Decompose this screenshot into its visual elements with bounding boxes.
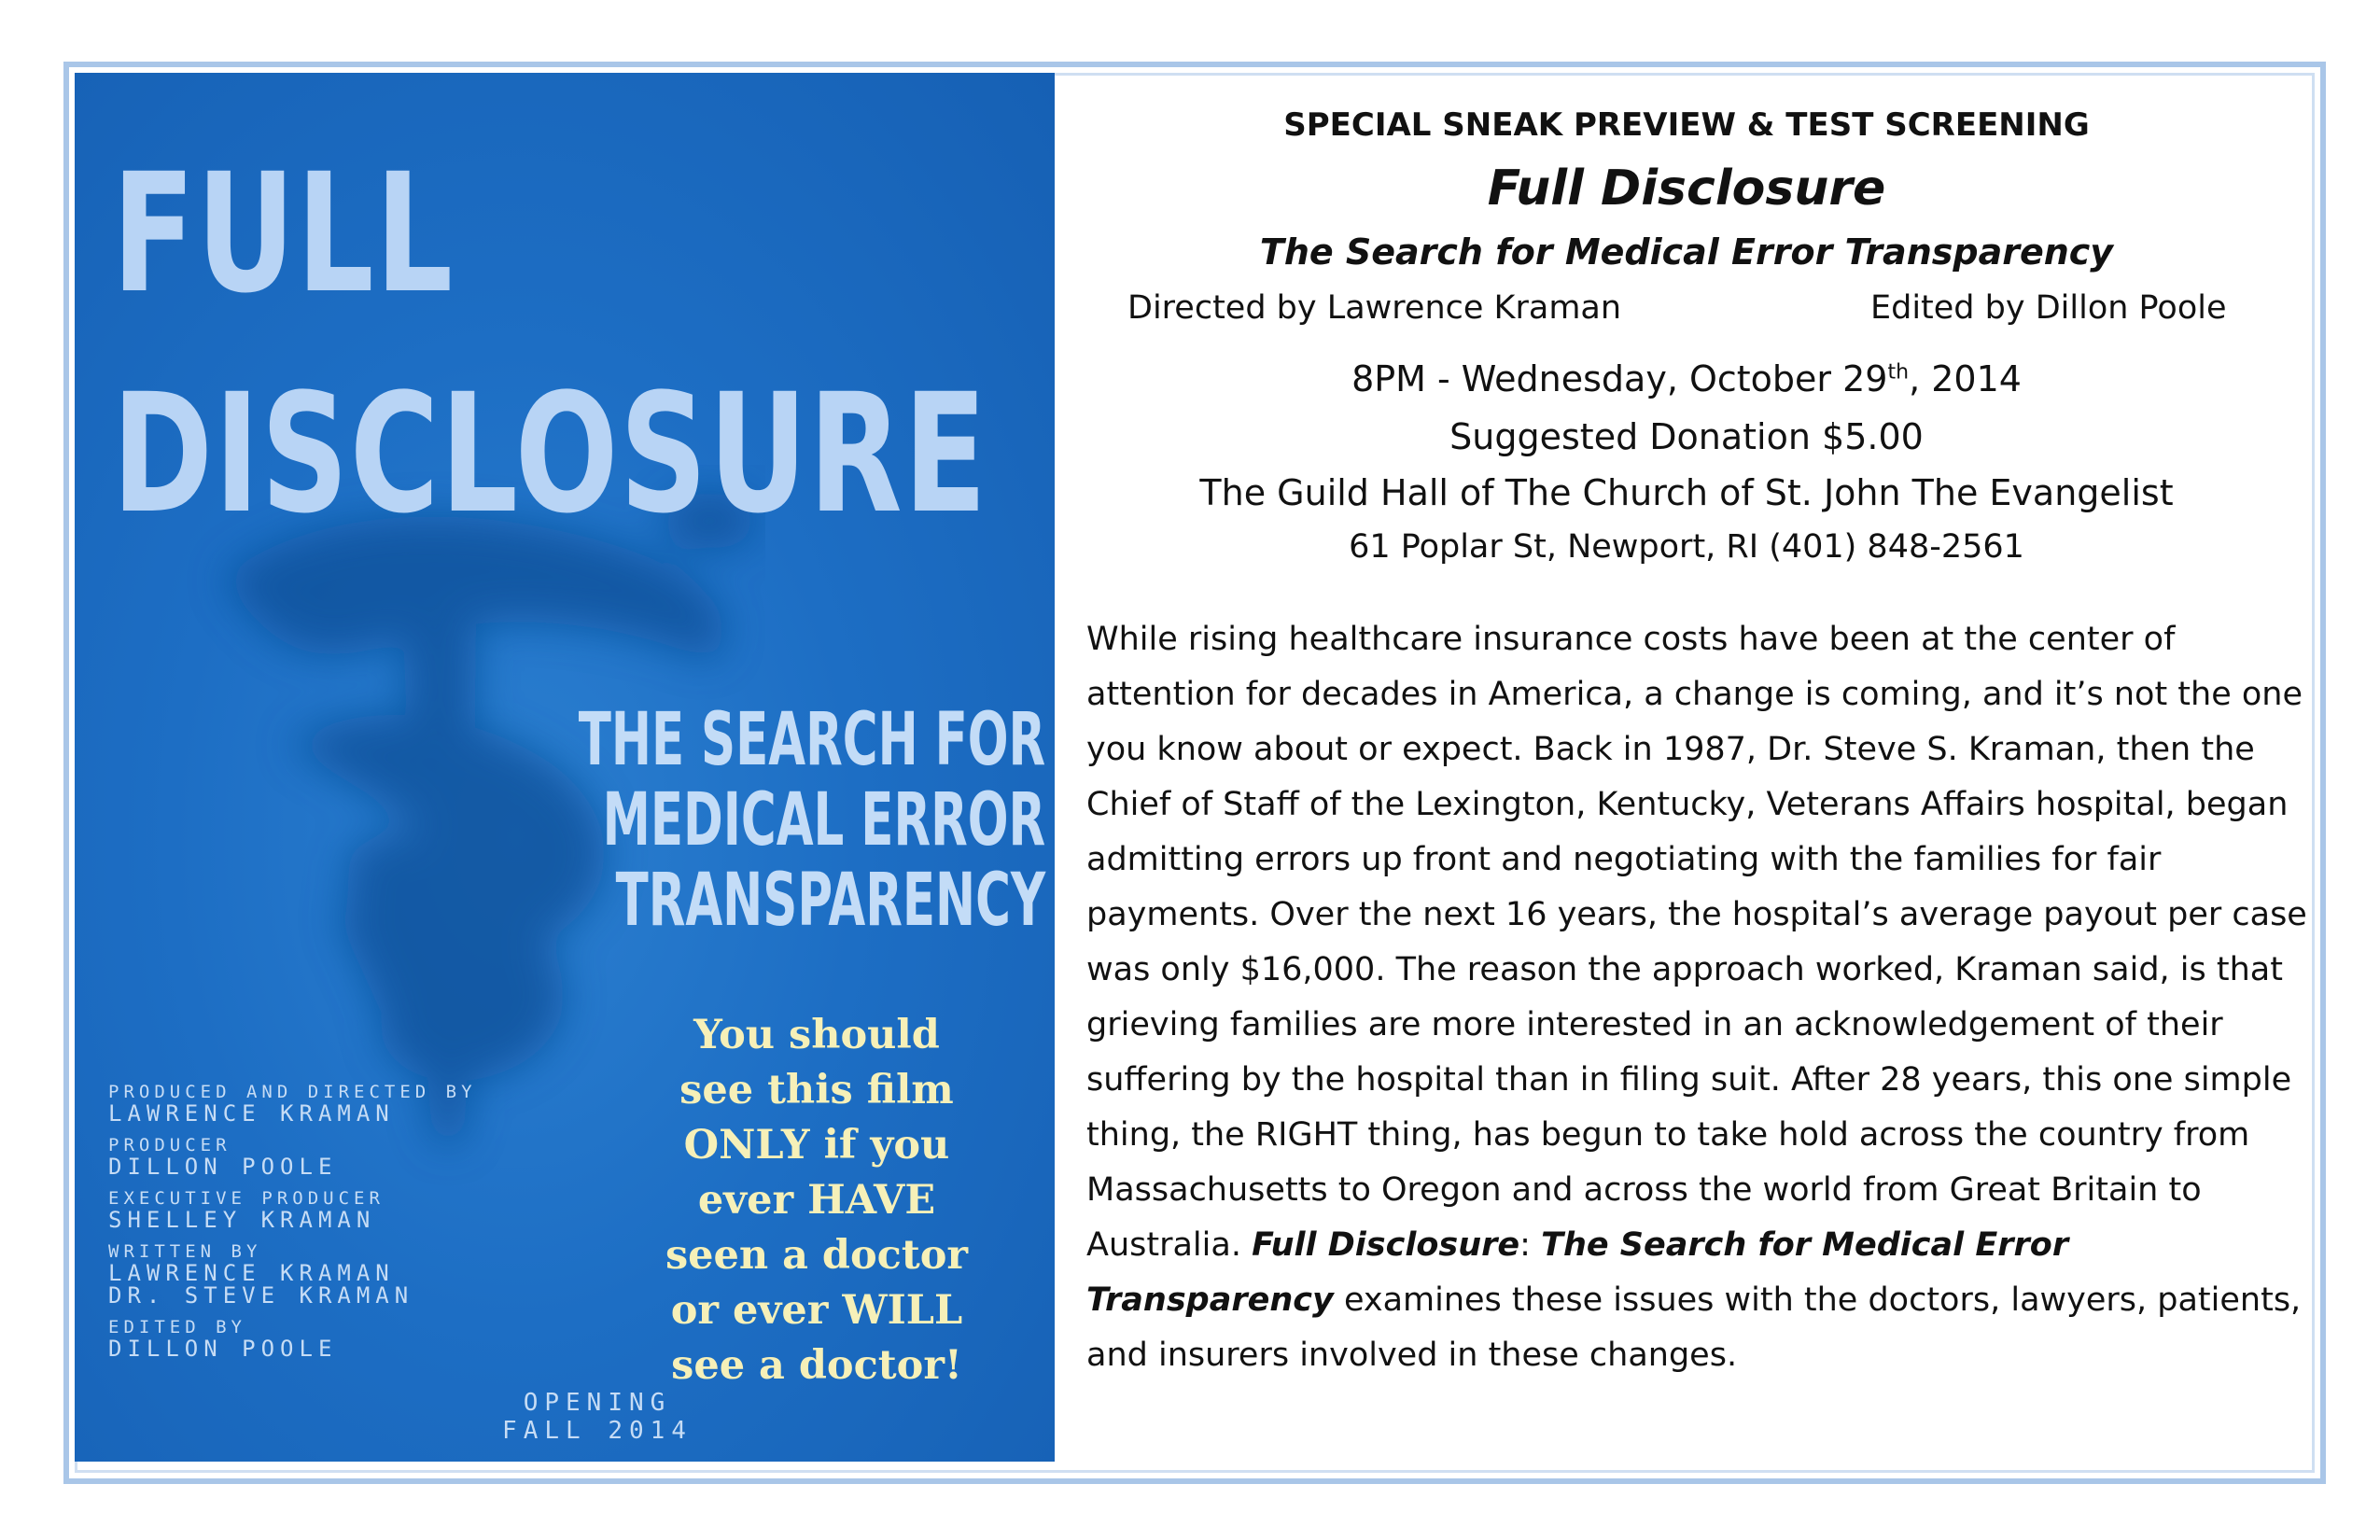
credit-name: DILLON POOLE <box>108 1336 338 1362</box>
tagline-line: ever HAVE <box>697 1177 936 1224</box>
tagline-line: see this film <box>679 1067 954 1113</box>
datetime-main: 8PM - Wednesday, October 29 <box>1351 358 1888 399</box>
poster-subtitle <box>579 700 1045 941</box>
credit-name: LAWRENCE KRAMAN <box>108 1260 395 1286</box>
tagline-line: You should <box>693 1012 940 1058</box>
credit-names <box>108 1102 594 1125</box>
credit-role: EDITED BY <box>108 1317 246 1337</box>
poster-title-line2: DISCLOSURE <box>112 358 988 550</box>
credit-role: EXECUTIVE PRODUCER <box>108 1188 385 1209</box>
credit-role: PRODUCER <box>108 1135 231 1155</box>
poster-subtitle-line2: MEDICAL ERROR <box>602 778 1045 862</box>
event-kicker: SPECIAL SNEAK PREVIEW & TEST SCREENING <box>1283 106 2090 144</box>
poster-credits <box>108 1083 594 1371</box>
datetime-year: , 2014 <box>1909 358 2022 399</box>
tagline-line: or ever WILL <box>670 1287 963 1334</box>
film-subtitle: The Search for Medical Error Transparency <box>1259 231 2114 273</box>
poster-tagline <box>635 1008 999 1393</box>
description-text-end: examines these issues with the doctors, lawyers, patients, and insurers involved in these changes. <box>1086 1281 2302 1374</box>
directed-by: Directed by Lawrence Kraman <box>1127 289 1622 327</box>
credit-name: DILLON POOLE <box>108 1154 338 1180</box>
credit-executive-producer <box>108 1189 594 1231</box>
credit-name: SHELLEY KRAMAN <box>108 1207 376 1233</box>
description-colon: : <box>1519 1226 1542 1264</box>
opening-line2: FALL 2014 <box>502 1417 693 1445</box>
venue-name: The Guild Hall of The Church of St. John The Evangelist <box>1199 472 2174 513</box>
suggested-donation: Suggested Donation $5.00 <box>1449 416 1924 457</box>
credit-role: PRODUCED AND DIRECTED BY <box>108 1082 477 1102</box>
tagline-line: ONLY if you <box>683 1122 950 1169</box>
credit-names <box>108 1155 594 1178</box>
credit-name: DR. STEVE KRAMAN <box>108 1282 414 1309</box>
datetime-ordinal: th <box>1887 360 1910 385</box>
movie-poster <box>75 73 1055 1462</box>
film-description <box>1086 612 2309 1383</box>
credit-produced-directed <box>108 1083 594 1125</box>
poster-subtitle-line3: TRANSPARENCY <box>615 859 1045 943</box>
tagline-line: seen a doctor <box>665 1232 969 1279</box>
description-film-title: Full Disclosure <box>1252 1226 1520 1264</box>
description-text: While rising healthcare insurance costs have been at the center of attention for decades in America, a change is coming, and it’s not the one you know about or expect. Back in 1987, Dr. Steve S. Kraman, then the Chief of Staff of the Lexington, Kentucky, Veterans Affairs hospital, began admitting errors up front and negotiating with the families for fair payments. Over the next 16 years, the hospital’s average payout per case was only $16,000. The reason the approach worked, Kraman said, is that grieving families are more interested in an acknowledgement of their suffering by the hospital than in filing suit. After 28 years, this one simple thing, the RIGHT thing, has begun to take hold across the country from Massachusetts to Oregon and across the world from Great Britain to Australia. <box>1086 621 2307 1264</box>
edited-by: Edited by Dillon Poole <box>1870 289 2227 327</box>
description-film-subtitle: The Search for Medical Error Transparency <box>1086 1226 2069 1319</box>
venue-address: 61 Poplar St, Newport, RI (401) 848-2561 <box>1349 528 2024 566</box>
credit-names <box>108 1262 594 1307</box>
opening-date <box>485 1389 709 1445</box>
credit-names <box>108 1209 594 1231</box>
credit-role: WRITTEN BY <box>108 1241 262 1262</box>
poster-title <box>112 124 988 565</box>
credit-producer <box>108 1136 594 1178</box>
screening-info <box>1057 73 2317 1462</box>
credit-names <box>108 1337 594 1360</box>
poster-title-line1: FULL <box>112 138 455 329</box>
tagline-line: see a doctor! <box>671 1342 962 1389</box>
opening-line1: OPENING <box>523 1389 672 1417</box>
credit-name: LAWRENCE KRAMAN <box>108 1100 395 1127</box>
poster-subtitle-line1: THE SEARCH FOR <box>578 698 1045 782</box>
credit-edited-by <box>108 1318 594 1360</box>
event-datetime <box>1057 358 2317 399</box>
film-title: Full Disclosure <box>1487 161 1886 217</box>
credit-written-by <box>108 1242 594 1307</box>
